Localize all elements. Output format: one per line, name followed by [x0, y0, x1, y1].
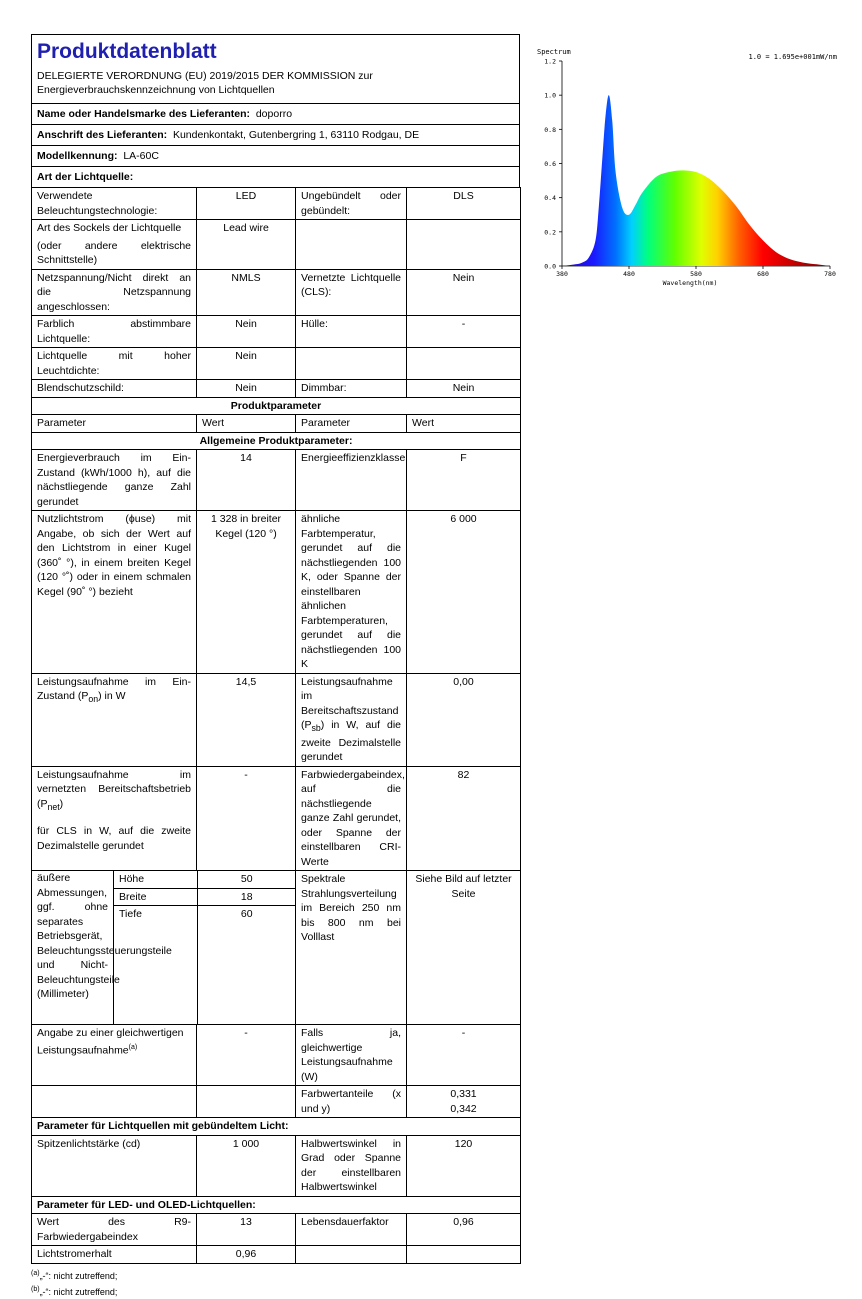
mains-value: NMLS — [197, 269, 296, 316]
header — [31, 34, 520, 103]
cap-label-cell — [32, 220, 197, 270]
survival-label: Lebensdauerfaktor — [296, 1214, 407, 1246]
flux-value: 1 328 in breiter Kegel (120 °) — [197, 511, 296, 674]
x-tick-label: 680 — [757, 270, 769, 278]
led-section-title: Parameter für LED- und OLED-Lichtquellen: — [32, 1196, 521, 1214]
technology-value: LED — [197, 188, 296, 220]
r9-value: 13 — [197, 1214, 296, 1246]
height-value: 50 — [197, 871, 296, 888]
table-row — [32, 1196, 521, 1214]
equiv2-label: Falls ja, gleichwertige Leistungsaufnahme (W) — [296, 1025, 407, 1086]
directional-label: Ungebündelt oder gebündelt: — [296, 188, 407, 220]
spd-value: Siehe Bild auf letzter Seite — [407, 871, 521, 1025]
y-tick-label: 0.4 — [544, 194, 556, 203]
pon-label-sub: on — [88, 694, 99, 705]
params-section-title: Produktparameter — [32, 397, 521, 415]
tunable-label: Farblich abstimmbare Lichtquelle: — [32, 316, 197, 348]
equiv-value: - — [197, 1025, 296, 1086]
spectrum-chart — [535, 44, 840, 292]
page-title: Produktdatenblatt — [37, 40, 217, 63]
tunable-value: Nein — [197, 316, 296, 348]
table-row — [32, 511, 521, 674]
empty-cell — [296, 348, 407, 380]
supplier-address-row — [31, 124, 520, 145]
table-row — [32, 432, 521, 450]
col-header-value-2: Wert — [407, 415, 521, 433]
x-tick-label: 480 — [623, 270, 635, 278]
datasheet-table — [31, 187, 521, 1264]
cri-label: Farbwiedergabeindex, auf die nächstliegende ganze Zahl gerundet, oder Spanne der einstellbaren CRI-Werte — [296, 766, 407, 871]
cap-label-2: (oder andere elektrische Schnittstelle) — [37, 239, 192, 266]
col-header-param: Parameter — [32, 415, 197, 433]
width-value: 18 — [197, 888, 296, 906]
datasheet — [31, 34, 520, 1299]
footnote-b — [31, 1283, 520, 1299]
col-header-value: Wert — [197, 415, 296, 433]
spd-label: Spektrale Strahlungsverteilung im Bereich 250 nm bis 800 nm bei Volllast — [296, 871, 407, 1025]
cri-value: 82 — [407, 766, 521, 871]
x-axis-label: Wavelength(nm) — [662, 279, 718, 287]
flux-label: Nutzlichtstrom (ϕuse) mit Angabe, ob sich der Wert auf den Lichtstrom in einer Kugel (360˚ °), in einem breiten Kegel (120 °˚) oder in einem schmalen Kegel (90˚ °) bezieht — [32, 511, 197, 674]
dimmable-label: Dimmbar: — [296, 380, 407, 398]
pnet-label — [32, 766, 197, 871]
lightsource-section-title: Art der Lichtquelle: — [31, 166, 520, 187]
table-row — [32, 1118, 521, 1136]
envelope-label: Hülle: — [296, 316, 407, 348]
table-row — [32, 397, 521, 415]
energy-label: Energieverbrauch im Ein-Zustand (kWh/1000 h), auf die nächstliegende ganze Zahl gerundet — [32, 450, 197, 511]
x-tick-label: 780 — [824, 270, 836, 278]
r9-label: Wert des R9-Farbwiedergabeindex — [32, 1214, 197, 1246]
col-header-param-2: Parameter — [296, 415, 407, 433]
chroma-label: Farbwertanteile (x und y) — [296, 1086, 407, 1118]
equiv2-value: - — [407, 1025, 521, 1086]
chroma-y: 0,342 — [450, 1102, 477, 1115]
model-row — [31, 145, 520, 166]
psb-label-tail: ) in W, auf die zweite Dezimalstelle gerundet — [301, 719, 402, 764]
cls-value: Nein — [407, 269, 521, 316]
equiv-label — [32, 1025, 197, 1086]
table-row — [32, 1214, 521, 1246]
table-row — [32, 871, 521, 1025]
footnote-a — [31, 1267, 520, 1283]
beam-value: 120 — [407, 1135, 521, 1196]
chart-annotation: 1.0 = 1.695e+001mW/nm — [748, 53, 837, 61]
pon-label-tail: ) in W — [98, 690, 126, 702]
empty-cell — [32, 1086, 197, 1118]
chroma-value — [407, 1086, 521, 1118]
supplier-name-value: doporro — [255, 108, 293, 120]
pon-value: 14,5 — [197, 673, 296, 766]
empty-cell — [407, 348, 521, 380]
y-tick-label: 1.0 — [544, 91, 556, 100]
maint-label: Lichtstromerhalt — [32, 1246, 197, 1264]
pnet-label-text: Leistungsaufnahme im vernetzten Bereitschaftsbetrieb (P — [37, 768, 192, 810]
maint-value: 0,96 — [197, 1246, 296, 1264]
footnote-b-text: „-“: nicht zutreffend; — [39, 1286, 118, 1297]
pnet-label-tail: ) — [59, 797, 64, 810]
cct-label: ähnliche Farbtemperatur, gerundet auf die nächstliegenden 100 K, oder Spanne der einstellbaren ähnlichen Farbtemperaturen, gerundet auf die nächstliegenden 100 K — [296, 511, 407, 674]
empty-cell — [197, 1086, 296, 1118]
table-row — [32, 348, 521, 380]
footnote-a-mark: (a) — [31, 1269, 40, 1277]
supplier-address-value: Kundenkontakt, Gutenbergring 1, 63110 Rodgau, DE — [172, 129, 420, 141]
empty-cell — [407, 220, 521, 270]
supplier-name-row — [31, 103, 520, 124]
equiv-label-sup: (a) — [128, 1043, 138, 1051]
table-row — [32, 1246, 521, 1264]
peak-value: 1 000 — [197, 1135, 296, 1196]
dls-section-title: Parameter für Lichtquellen mit gebündeltem Licht: — [32, 1118, 521, 1136]
equiv-label-text: Angabe zu einer gleichwertigen Leistungsaufnahme — [37, 1027, 184, 1057]
cap-value: Lead wire — [197, 220, 296, 270]
table-row — [32, 1025, 521, 1086]
peak-label: Spitzenlichtstärke (cd) — [32, 1135, 197, 1196]
glare-label: Blendschutzschild: — [32, 380, 197, 398]
height-label: Höhe — [114, 871, 197, 888]
depth-value: 60 — [240, 908, 253, 921]
y-tick-label: 1.2 — [544, 57, 556, 66]
supplier-name-label: Name oder Handelsmarke des Lieferanten: — [37, 108, 250, 120]
model-value: LA-60C — [123, 150, 159, 162]
table-row — [32, 380, 521, 398]
general-params-title: Allgemeine Produktparameter: — [32, 432, 521, 450]
psb-value: 0,00 — [407, 673, 521, 766]
highlum-label: Lichtquelle mit hoher Leuchtdichte: — [32, 348, 197, 380]
table-row — [32, 316, 521, 348]
depth-label: Tiefe — [114, 906, 197, 1025]
glare-value: Nein — [197, 380, 296, 398]
mains-label: Netzspannung/Nicht direkt an die Netzspannung angeschlossen: — [32, 269, 197, 316]
table-row — [32, 220, 521, 270]
empty-cell — [296, 1246, 407, 1264]
pon-label-text: Leistungsaufnahme im Ein-Zustand (P — [37, 675, 192, 702]
cap-label: Art des Sockels der Lichtquelle — [37, 222, 182, 234]
table-row — [32, 188, 521, 220]
table-row — [32, 1135, 521, 1196]
pnet-label-2: für CLS in W, auf die zweite Dezimalstelle gerundet — [37, 825, 192, 852]
psb-label-sub: sb — [311, 723, 321, 734]
directional-value: DLS — [407, 188, 521, 220]
spectrum-area — [562, 95, 830, 266]
footnote-b-mark: (b) — [31, 1285, 40, 1293]
envelope-value: - — [407, 316, 521, 348]
survival-value: 0,96 — [407, 1214, 521, 1246]
table-row — [32, 673, 521, 766]
cls-label: Vernetzte Lichtquelle (CLS): — [296, 269, 407, 316]
page-subtitle: DELEGIERTE VERORDNUNG (EU) 2019/2015 DER KOMMISSION zur Energieverbrauchskennzeichnung von Lichtquellen — [37, 70, 373, 96]
pnet-label-sub: net — [47, 801, 60, 812]
y-tick-label: 0.6 — [544, 160, 556, 168]
table-row — [32, 415, 521, 433]
width-label: Breite — [114, 888, 197, 906]
table-row — [32, 269, 521, 316]
model-label: Modellkennung: — [37, 150, 118, 162]
footnote-a-text: „-“: nicht zutreffend; — [39, 1270, 118, 1281]
psb-label-text: Leistungsaufnahme im Bereitschaftszustand (P — [301, 675, 399, 731]
empty-cell — [296, 220, 407, 270]
beam-label: Halbwertswinkel in Grad oder Spanne der einstellbaren Halbwertswinkel — [296, 1135, 407, 1196]
chroma-x: 0,331 — [450, 1088, 477, 1101]
pon-label — [32, 673, 197, 766]
supplier-address-label: Anschrift des Lieferanten: — [37, 129, 168, 141]
chart-title: Spectrum — [537, 48, 571, 56]
y-tick-label: 0.8 — [544, 125, 556, 134]
psb-label — [296, 673, 407, 766]
highlum-value: Nein — [197, 348, 296, 380]
table-row — [32, 766, 521, 871]
pnet-value: - — [197, 766, 296, 871]
cct-value: 6 000 — [407, 511, 521, 674]
empty-cell — [407, 1246, 521, 1264]
table-row — [32, 1086, 521, 1118]
dims-label: äußere Abmessungen, ggf. ohne separates Betriebsgerät, Beleuchtungssteuerungsteile und Nicht-Beleuchtungsteile (Millimeter) — [32, 871, 114, 1025]
footnotes — [31, 1267, 520, 1299]
table-row — [32, 450, 521, 511]
dimmable-value: Nein — [407, 380, 521, 398]
class-label: Energieeffizienzklasse — [296, 450, 407, 511]
technology-label: Verwendete Beleuchtungstechnologie: — [32, 188, 197, 220]
x-tick-label: 380 — [556, 270, 568, 278]
y-tick-label: 0.2 — [544, 228, 556, 237]
class-value: F — [407, 450, 521, 511]
y-tick-label: 0.0 — [544, 262, 556, 271]
energy-value: 14 — [197, 450, 296, 511]
x-tick-label: 580 — [690, 270, 702, 278]
